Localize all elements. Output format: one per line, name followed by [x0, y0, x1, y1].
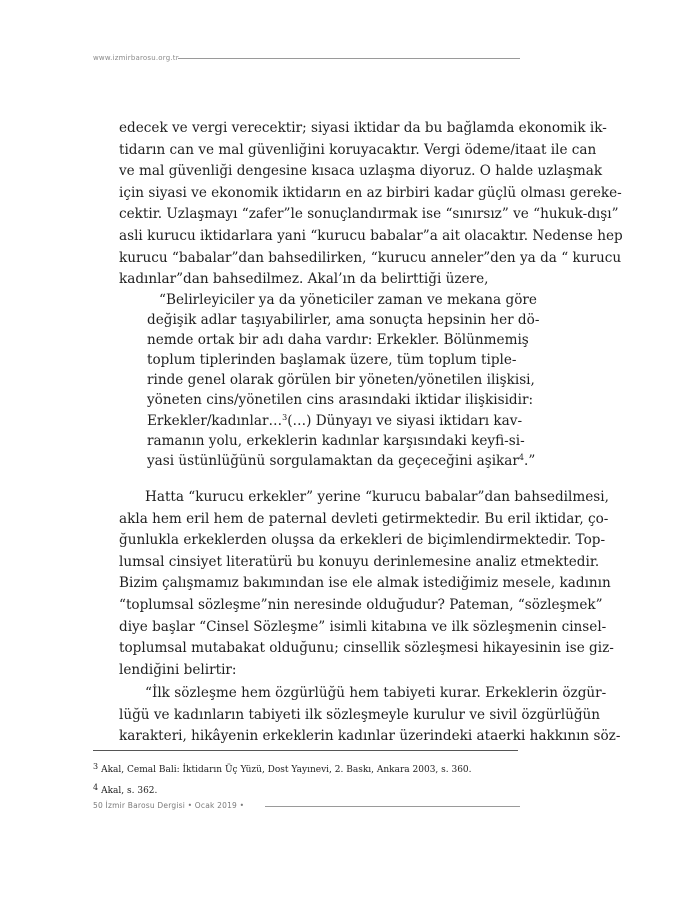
text-line: ğunlukla erkeklerden oluşsa da erkekleri de biçimlendirmektedir. Top-: [119, 532, 606, 549]
footnote-ref-4[interactable]: 4: [518, 452, 524, 462]
quote-line: değişik adlar taşıyabilirler, ama sonuçta hepsinin her dö-: [147, 312, 540, 329]
text-line: lendiğini belirtir:: [119, 661, 237, 678]
quote-line: ramanın yolu, erkeklerin kadınlar karşısındaki keyfi-si-: [147, 432, 525, 449]
quote-line: toplum tiplerinden başlamak üzere, tüm toplum tiple-: [147, 352, 517, 369]
footnote-4: [93, 783, 157, 796]
text-line: Bizim çalışmamız bakımından ise ele almak istediğimiz mesele, kadının: [119, 575, 611, 592]
text-line: lumsal cinsiyet literatürü bu konuyu derinlemesine analiz etmektedir.: [119, 553, 600, 570]
footnote-number: 3: [93, 762, 99, 771]
quote-line-tail: (…) Dünyayı ve siyasi iktidarı kav-: [287, 412, 523, 429]
body-paragraph-2: [119, 487, 614, 681]
text-line: kurucu “babalar”dan bahsedilirken, “kurucu anneler”den ya da “ kurucu: [119, 249, 622, 266]
footnote-text: Akal, Cemal Bali: İktidarın Üç Yüzü, Dost Yayınevi, 2. Baskı, Ankara 2003, s. 360.: [101, 765, 472, 775]
footer-rule: [265, 806, 520, 807]
header-url: www.izmirbarosu.org.tr: [93, 54, 179, 62]
quote-line: yöneten cins/yönetilen cins arasındaki iktidar ilişkisidir:: [147, 392, 534, 409]
quote-end: .”: [524, 452, 536, 469]
footnote-text: Akal, s. 362.: [101, 786, 158, 796]
footnote-3: [93, 762, 472, 775]
text-line: diye başlar “Cinsel Sözleşme” isimli kitabına ve ilk sözleşmenin cinsel-: [119, 618, 607, 635]
header-rule: [178, 58, 520, 59]
quote-line: [147, 411, 523, 431]
block-quote-akal: [147, 290, 540, 471]
text-line: ve mal güvenliği dengesine kısaca uzlaşma diyoruz. O halde uzlaşmak: [119, 163, 603, 180]
quote-line-head: Erkekler/kadınlar…: [147, 412, 283, 429]
text-line: tidarın can ve mal güvenliğini koruyacaktır. Vergi ödeme/itaat ile can: [119, 141, 597, 158]
text-line: kadınlar”dan bahsedilmez. Akal’ın da belirttiği üzere,: [119, 271, 489, 288]
text-line: için siyasi ve ekonomik iktidarın en az birbiri kadar güçlü olması gereke-: [119, 184, 622, 201]
footer-page-info: 50 İzmir Barosu Dergisi • Ocak 2019 •: [93, 801, 245, 810]
quote-line: rinde genel olarak görülen bir yöneten/yönetilen ilişkisi,: [147, 372, 535, 389]
quote-line: nemde ortak bir adı daha vardır: Erkekler. Bölünmemiş: [147, 332, 529, 349]
text-line: karakteri, hikâyenin erkeklerin kadınlar üzerindeki ataerki hakkının söz-: [119, 728, 621, 745]
body-paragraph-3: [119, 683, 621, 748]
text-line: edecek ve vergi verecektir; siyasi iktidar da bu bağlamda ekonomik ik-: [119, 120, 607, 136]
text-line: lüğü ve kadınların tabiyeti ilk sözleşmeyle kurulur ve sivil özgürlüğün: [119, 706, 601, 723]
footnote-separator: [93, 750, 518, 751]
text-line: Hatta “kurucu erkekler” yerine “kurucu babalar”dan bahsedilmesi,: [145, 489, 609, 505]
footnote-number: 4: [93, 783, 99, 792]
quote-line: [147, 451, 536, 471]
text-line: “toplumsal sözleşme”nin neresinde olduğudur? Pateman, “sözleşmek”: [119, 596, 603, 613]
quote-line-head: yasi üstünlüğünü sorgulamaktan da geçeceğini aşikar: [147, 452, 519, 469]
text-line: cektir. Uzlaşmayı “zafer”le sonuçlandırmak ise “sınırsız” ve “hukuk-dışı”: [119, 206, 619, 223]
footnote-ref-3[interactable]: 3: [282, 412, 288, 422]
quote-line: “Belirleyiciler ya da yöneticiler zaman ve mekana göre: [159, 292, 537, 308]
text-line: akla hem eril hem de paternal devleti getirmektedir. Bu eril iktidar, ço-: [119, 510, 609, 527]
text-line: asli kurucu iktidarlara yani “kurucu babalar”a ait olacaktır. Nedense hep: [119, 227, 623, 244]
text-line: toplumsal mutabakat olduğunu; cinsellik sözleşmesi hikayesinin ise giz-: [119, 640, 614, 657]
text-line: “İlk sözleşme hem özgürlüğü hem tabiyeti kurar. Erkeklerin özgür-: [145, 685, 607, 701]
body-paragraph-1: [119, 118, 623, 291]
